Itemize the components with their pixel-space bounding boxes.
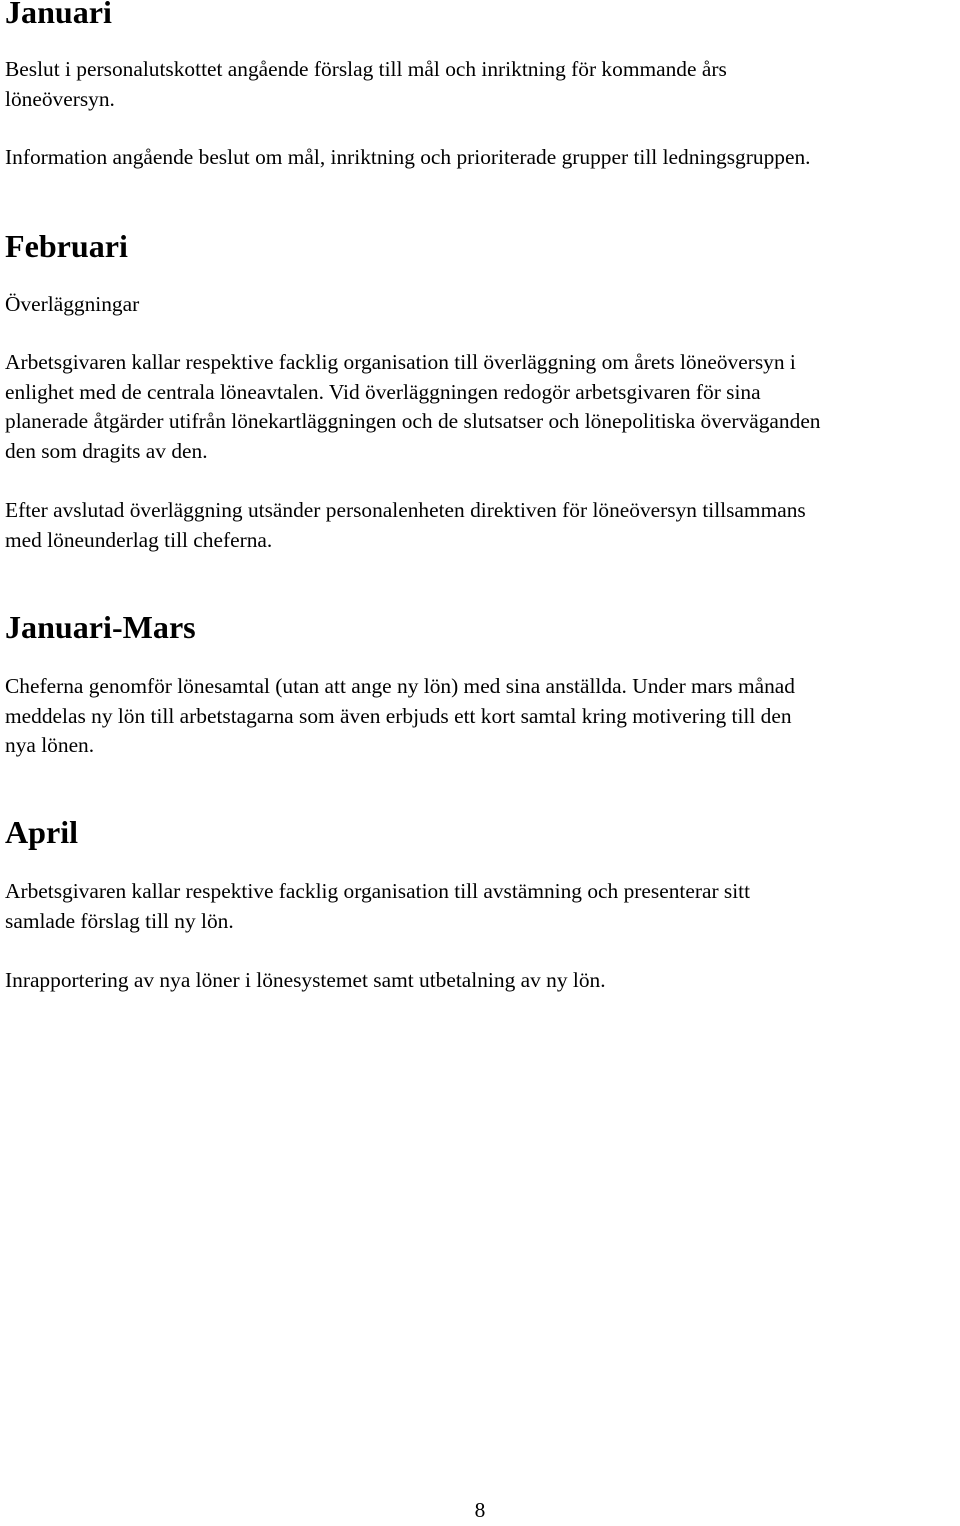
paragraph	[5, 672, 955, 761]
text-line: Cheferna genomför lönesamtal (utan att ange ny lön) med sina anställda. Under mars månad	[5, 674, 796, 698]
section-heading-januari: Januari	[5, 0, 112, 30]
text-line: Information angående beslut om mål, inriktning och prioriterade grupper till ledningsgruppen.	[5, 145, 811, 169]
text-line: meddelas ny lön till arbetstagarna som även erbjuds ett kort samtal kring motivering till den	[5, 703, 792, 728]
section-heading-februari: Februari	[5, 228, 128, 264]
paragraph	[5, 348, 955, 466]
text-line: nya lönen.	[5, 733, 95, 757]
section-heading-april: April	[5, 814, 79, 850]
paragraph	[5, 55, 955, 114]
text-line: Efter avslutad överläggning utsänder personalenheten direktiven för löneöversyn tillsammans	[5, 498, 806, 522]
text-line: Inrapportering av nya löner i lönesystemet samt utbetalning av ny lön.	[5, 968, 606, 992]
text-line: löneöversyn.	[5, 86, 115, 111]
text-line: Arbetsgivaren kallar respektive facklig organisation till avstämning och presenterar sitt	[5, 879, 751, 903]
text-line: Arbetsgivaren kallar respektive facklig organisation till överläggning om årets löneöversyn i	[5, 350, 796, 374]
text-line: med löneunderlag till cheferna.	[5, 527, 273, 552]
text-line: planerade åtgärder utifrån lönekartläggningen och de slutsatser och lönepolitiska överväganden	[5, 409, 821, 433]
page-number: 8	[474, 1498, 486, 1522]
text-line: Beslut i personalutskottet angående förslag till mål och inriktning för kommande års	[5, 57, 727, 81]
paragraph	[5, 966, 955, 996]
text-line: samlade förslag till ny lön.	[5, 908, 234, 933]
paragraph	[5, 496, 955, 555]
text-line: enlighet med de centrala löneavtalen. Vid överläggningen redogör arbetsgivaren för sina	[5, 379, 761, 404]
paragraph	[5, 290, 955, 320]
section-heading-januari-mars: Januari-Mars	[5, 609, 196, 645]
paragraph	[5, 143, 955, 173]
text-line: den som dragits av den.	[5, 438, 208, 463]
text-line: Överläggningar	[5, 292, 140, 316]
paragraph	[5, 877, 955, 936]
